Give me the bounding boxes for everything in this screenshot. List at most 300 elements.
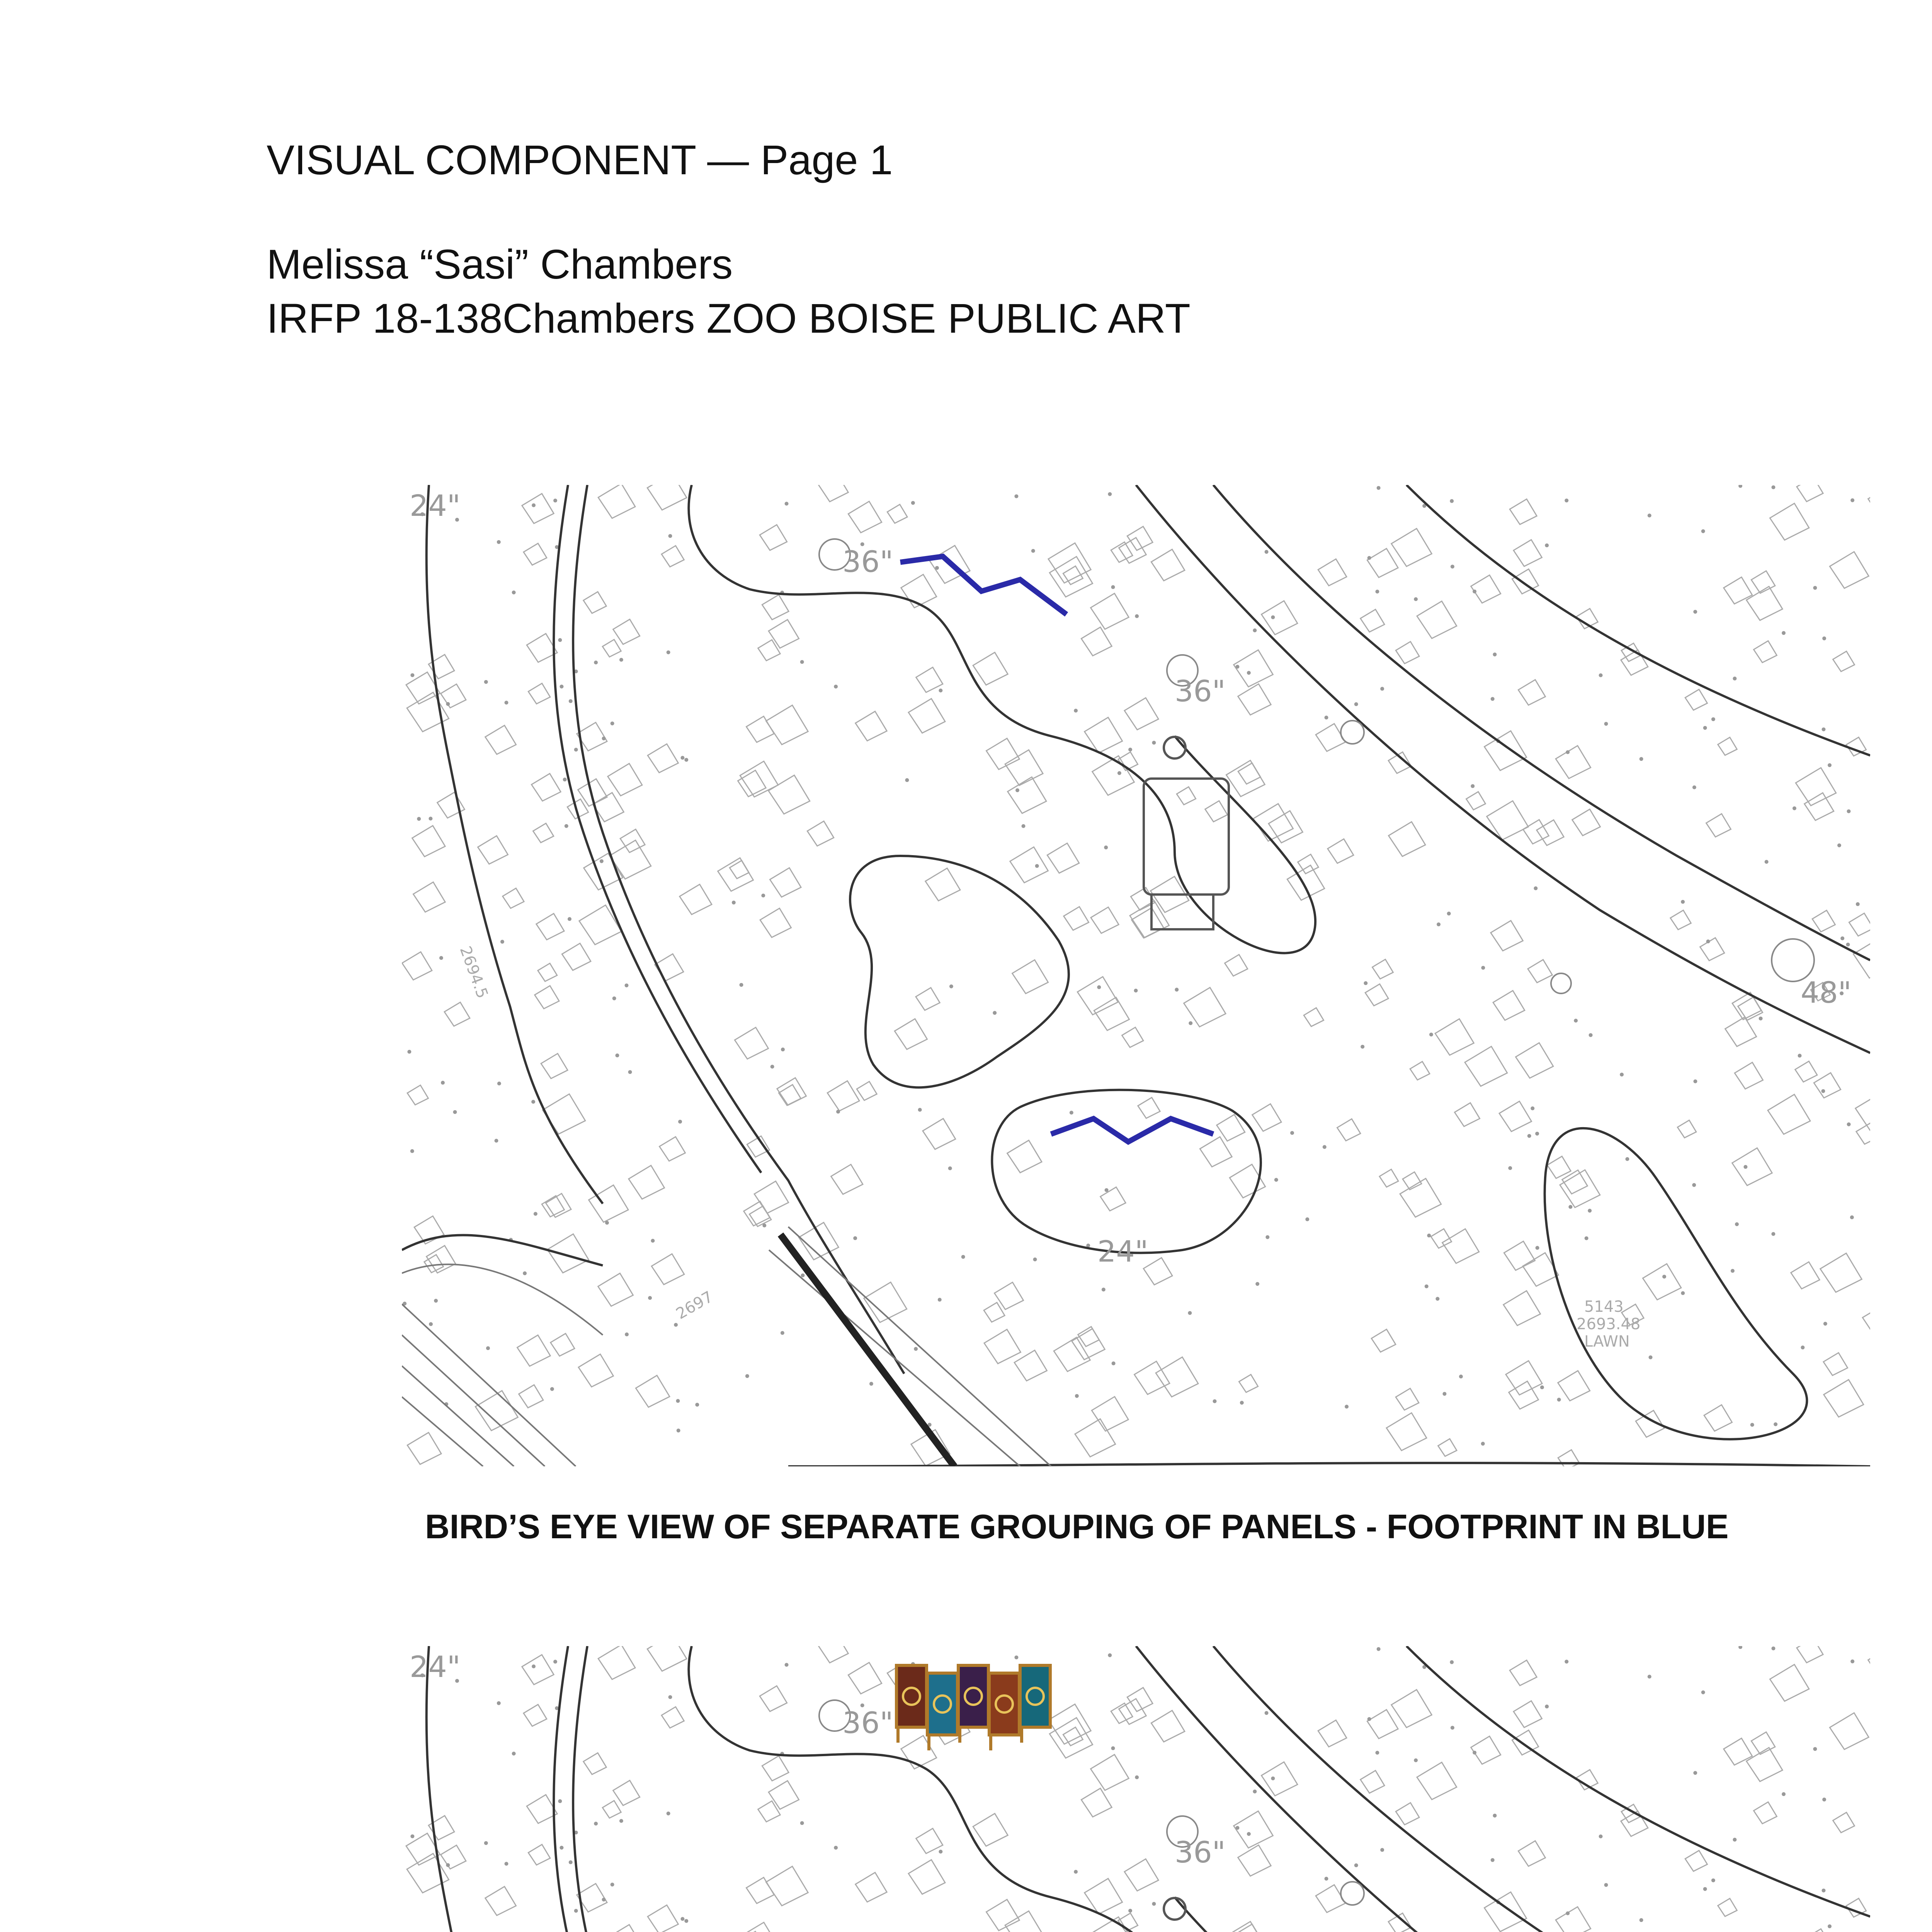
hatch-shape	[647, 1646, 687, 1671]
hatch-shape	[528, 1844, 550, 1865]
hatch-shape	[1262, 601, 1298, 635]
hatch-dot	[648, 1296, 652, 1300]
hatch-shape	[986, 738, 1020, 769]
hatch-shape	[916, 988, 940, 1010]
tree-elevation: 2693.48	[1577, 1315, 1641, 1333]
hatch-shape	[680, 884, 712, 915]
hatch-shape	[1537, 820, 1564, 845]
hatch-shape	[660, 1137, 685, 1161]
hatch-dot	[680, 1917, 684, 1921]
hatch-dot	[651, 1239, 655, 1243]
hatch-dot	[684, 1919, 688, 1923]
hatch-dot	[1070, 1111, 1073, 1114]
hatch-shape	[503, 888, 524, 908]
hatch-shape	[602, 1801, 621, 1818]
hatch-dot	[1801, 1345, 1804, 1349]
hatch-shape	[1124, 698, 1158, 730]
hatch-shape	[1621, 1811, 1648, 1837]
hatch-dot	[1255, 1282, 1259, 1286]
hatch-shape	[1868, 492, 1870, 509]
hatch-shape	[608, 764, 642, 796]
hatch-dot	[1531, 1106, 1534, 1110]
hatch-shape	[1122, 1027, 1143, 1048]
hatch-shape	[1008, 777, 1046, 813]
hatch-shape	[1184, 988, 1226, 1027]
hatch-shape	[1225, 954, 1248, 976]
hatch-dot	[486, 1346, 490, 1350]
hatch-dot	[1847, 1122, 1851, 1126]
landscape-hatching	[402, 485, 1870, 1466]
hatch-shape	[1081, 627, 1112, 656]
hatch-dot	[1701, 529, 1705, 533]
hatch-dot	[1134, 989, 1138, 993]
dimension-24-corner: 24"	[410, 1650, 461, 1684]
hatch-dot	[1743, 1165, 1747, 1169]
hatch-shape	[1685, 1850, 1707, 1871]
hatch-shape	[613, 1781, 640, 1806]
hatch-shape	[1830, 1713, 1869, 1750]
hatch-shape	[730, 861, 749, 879]
hatch-dot	[1361, 1045, 1364, 1049]
hatch-dot	[1821, 1889, 1825, 1893]
hatch-dot	[762, 1224, 766, 1228]
hatch-dot	[602, 736, 606, 740]
hatch-dot	[938, 1298, 942, 1302]
hatch-dot	[558, 1799, 562, 1803]
hatch-dot	[1188, 1311, 1192, 1315]
hatch-dot	[1527, 1134, 1531, 1138]
hatch-shape	[718, 858, 753, 891]
hatch-dot	[532, 1665, 536, 1668]
hatch-dot	[410, 1149, 414, 1153]
hatch-shape	[1706, 814, 1731, 837]
hatch-shape	[1725, 1017, 1757, 1046]
hatch-shape	[1396, 1803, 1419, 1825]
hatch-shape	[1262, 1762, 1298, 1796]
hatch-shape	[1127, 1687, 1153, 1711]
hatch-shape	[1389, 822, 1425, 856]
hatch-dot	[1323, 1145, 1327, 1149]
hatch-shape	[1753, 1802, 1777, 1824]
hatch-dot	[1265, 1711, 1269, 1715]
hatch-shape	[551, 1333, 575, 1356]
hatch-dot	[1738, 485, 1742, 488]
hatch-dot	[781, 1331, 784, 1335]
hatch-shape	[1012, 960, 1048, 993]
hatch-dot	[668, 534, 672, 538]
hatch-dot	[1557, 1398, 1561, 1401]
hatch-dot	[1822, 636, 1826, 640]
hatch-dot	[1662, 1275, 1666, 1279]
hatch-dot	[429, 1322, 433, 1326]
hatch-dot	[1447, 912, 1451, 915]
hatch-shape	[1516, 1043, 1553, 1078]
hatch-dot	[1856, 902, 1860, 906]
hatch-dot	[1459, 1374, 1463, 1378]
plan-linework	[402, 485, 1870, 1466]
hatch-shape	[546, 1194, 571, 1218]
hatch-shape	[407, 1085, 428, 1105]
hatch-dot	[1534, 886, 1537, 890]
hatch-shape	[1770, 1665, 1809, 1701]
hatch-dot	[732, 901, 736, 905]
hatch-dot	[1589, 1033, 1593, 1037]
hatch-dot	[1840, 936, 1844, 940]
hatch-shape	[578, 1354, 613, 1387]
hatch-shape	[608, 1925, 642, 1932]
hatch-shape	[1388, 1913, 1411, 1932]
hatch-shape	[1833, 1812, 1855, 1832]
hatch-dot	[1823, 1322, 1827, 1326]
hatch-dot	[1493, 653, 1497, 656]
art-panel	[896, 1665, 927, 1727]
hatch-shape	[1318, 559, 1347, 586]
hatch-dot	[1850, 1215, 1854, 1219]
hatch-shape	[908, 699, 945, 733]
hatch-dot	[504, 701, 508, 704]
hatch-shape	[522, 1655, 554, 1684]
hatch-shape	[1560, 1170, 1600, 1208]
hatch-dot	[1135, 1776, 1139, 1779]
hatch-shape	[519, 1385, 543, 1408]
hatch-dot	[1375, 1751, 1379, 1755]
hatch-dot	[441, 1081, 445, 1085]
hatch-shape	[1130, 901, 1169, 938]
hatch-shape	[1014, 1350, 1047, 1381]
dimension-36-top: 36"	[842, 544, 893, 579]
hatch-dot	[484, 680, 488, 684]
hatch-dot	[534, 1212, 537, 1216]
hatch-dot	[1771, 1646, 1775, 1650]
hatch-shape	[562, 943, 591, 970]
hatch-dot	[500, 940, 504, 944]
hatch-shape	[548, 1234, 589, 1273]
hatch-shape	[1410, 1061, 1430, 1080]
hatch-shape	[1226, 1922, 1265, 1932]
hatch-dot	[1014, 1655, 1018, 1659]
hatch-shape	[602, 639, 621, 657]
hatch-dot	[531, 1100, 535, 1104]
hatch-dot	[801, 1274, 805, 1277]
hatch-shape	[522, 493, 554, 523]
hatch-shape	[1091, 907, 1119, 934]
hatch-dot	[1271, 1776, 1275, 1780]
hatch-shape	[1823, 1353, 1848, 1376]
hatch-shape	[1151, 549, 1185, 581]
hatch-shape	[651, 1254, 684, 1284]
hatch-shape	[1361, 609, 1384, 632]
hatch-shape	[1812, 910, 1835, 932]
hatch-dot	[1111, 585, 1115, 589]
hatch-shape	[1134, 1361, 1170, 1395]
hatch-dot	[484, 1841, 488, 1845]
hatch-shape	[648, 744, 678, 772]
curb-elevation: 2694.5	[456, 944, 492, 1001]
hatch-dot	[1481, 1442, 1485, 1446]
site-plan-birds-eye	[402, 485, 1870, 1466]
hatch-shape	[412, 826, 445, 857]
hatch-shape	[819, 485, 849, 502]
hatch-shape	[598, 1646, 635, 1679]
hatch-shape	[916, 1828, 943, 1854]
hatch-dot	[1435, 1297, 1439, 1301]
hatch-shape	[1868, 1653, 1870, 1670]
hatch-shape	[855, 711, 887, 741]
hatch-shape	[827, 1081, 859, 1111]
hatch-dot	[1711, 1878, 1715, 1882]
hatch-dot	[565, 824, 568, 828]
hatch-dot	[1152, 1902, 1156, 1906]
hatch-shape	[770, 868, 801, 897]
hatch-shape	[1238, 684, 1271, 715]
hatch-dot	[1117, 771, 1121, 775]
hatch-dot	[695, 1403, 699, 1406]
hatch-dot	[1540, 1385, 1544, 1389]
hatch-shape	[848, 1663, 881, 1694]
hatch-dot	[1846, 943, 1850, 947]
hatch-shape	[444, 1002, 470, 1026]
hatch-dot	[1491, 697, 1495, 701]
plan-dimension-labels	[410, 488, 1852, 1350]
hatch-dot	[1451, 1726, 1454, 1730]
hatch-shape	[1768, 1094, 1810, 1134]
hatch-shape	[1718, 1898, 1737, 1916]
hatch-shape	[1234, 1811, 1273, 1848]
dimension-24-corner: 24"	[410, 488, 461, 523]
hatch-shape	[475, 1391, 518, 1430]
hatch-dot	[1437, 922, 1440, 926]
hatch-dot	[785, 1663, 789, 1667]
hatch-dot	[1152, 741, 1156, 745]
hatch-dot	[1380, 687, 1384, 691]
hatch-shape	[857, 1082, 877, 1100]
hatch-shape	[984, 1329, 1020, 1364]
hatch-dot	[1850, 498, 1854, 502]
hatch-shape	[1417, 1762, 1457, 1799]
hatch-dot	[1354, 1863, 1358, 1867]
hatch-shape	[984, 1303, 1005, 1322]
hatch-shape	[1205, 801, 1228, 822]
hatch-dot	[1545, 543, 1549, 547]
hatch-dot	[1074, 1870, 1078, 1874]
hatch-dot	[1648, 1675, 1651, 1679]
hatch-dot	[1104, 845, 1108, 849]
hatch-dot	[1380, 1848, 1384, 1852]
hatch-shape	[1833, 651, 1855, 671]
hatch-shape	[973, 652, 1008, 685]
hatch-shape	[1238, 1845, 1271, 1876]
hatch-shape	[1048, 1704, 1091, 1744]
hatch-dot	[1493, 1814, 1497, 1818]
hatch-shape	[1177, 787, 1196, 804]
hatch-shape	[779, 1085, 801, 1105]
hatch-shape	[1558, 1371, 1590, 1401]
hatch-shape	[762, 595, 789, 620]
hatch-dot	[1759, 1017, 1763, 1020]
hatch-dot	[497, 540, 501, 544]
hatch-dot	[914, 1347, 918, 1351]
hatch-shape	[1100, 1187, 1126, 1211]
hatch-dot	[1735, 1222, 1739, 1226]
hatch-shape	[536, 913, 564, 940]
hatch-dot	[553, 498, 557, 502]
hatch-dot	[1074, 709, 1078, 713]
hatch-shape	[441, 684, 466, 707]
hatch-shape	[762, 1756, 789, 1781]
hatch-shape	[1396, 1388, 1419, 1410]
hatch-shape	[1510, 1660, 1537, 1686]
hatch-dot	[1765, 860, 1769, 864]
hatch-shape	[648, 1905, 678, 1932]
hatch-dot	[1585, 1236, 1588, 1240]
hatch-dot	[625, 1332, 629, 1336]
hatch-dot	[834, 1846, 838, 1850]
hatch-dot	[939, 689, 942, 692]
hatch-dot	[949, 985, 953, 988]
hatch-dot	[569, 699, 573, 703]
hatch-dot	[1075, 1394, 1079, 1398]
hatch-dot	[1847, 810, 1850, 813]
hatch-shape	[1677, 1120, 1696, 1138]
hatch-dot	[611, 1883, 614, 1886]
hatch-shape	[517, 1335, 551, 1366]
hatch-shape	[766, 1866, 808, 1906]
hatch-dot	[869, 1382, 873, 1386]
hatch-dot	[834, 685, 838, 689]
hatch-dot	[1639, 1918, 1643, 1922]
hatch-dot	[1574, 1019, 1578, 1022]
hatch-shape	[1226, 760, 1265, 797]
hatch-dot	[1588, 1209, 1592, 1213]
hatch-dot	[1377, 1647, 1381, 1651]
dimension-48: 48"	[1801, 975, 1852, 1010]
hatch-shape	[1138, 1097, 1160, 1118]
hatch-shape	[1371, 1329, 1396, 1352]
hatch-shape	[1438, 1439, 1457, 1456]
hatch-shape	[1092, 1397, 1128, 1431]
page-title: VISUAL COMPONENT — Page 1	[267, 136, 893, 183]
hatch-shape	[1466, 792, 1486, 810]
site-plan-drawing	[402, 485, 1870, 1466]
hatch-shape	[1078, 1327, 1099, 1346]
hatch-shape	[1753, 641, 1777, 663]
hatch-shape	[402, 952, 432, 980]
hatch-dot	[512, 590, 516, 594]
dimension-24-pod: 24"	[1097, 1234, 1148, 1269]
hatch-dot	[1265, 1235, 1269, 1239]
hatch-dot	[628, 1070, 632, 1074]
hatch-dot	[1692, 786, 1696, 789]
hatch-shape	[1471, 575, 1501, 603]
hatch-dot	[1813, 1747, 1817, 1751]
hatch-shape	[662, 546, 684, 567]
hatch-shape	[819, 1646, 849, 1663]
hatch-dot	[568, 917, 571, 921]
hatch-shape	[1621, 650, 1648, 675]
hatch-dot	[1681, 1291, 1685, 1295]
hatch-shape	[1054, 1337, 1090, 1371]
hatch-dot	[1731, 1269, 1735, 1273]
hatch-shape	[1824, 1380, 1864, 1417]
hatch-shape	[598, 1273, 633, 1306]
hatch-shape	[1391, 529, 1432, 566]
hatch-shape	[1252, 1104, 1281, 1131]
hatch-dot	[619, 658, 623, 662]
hatch-shape	[1700, 938, 1725, 961]
hatch-dot	[611, 721, 614, 725]
art-panel	[927, 1673, 957, 1735]
hatch-shape	[1797, 1646, 1823, 1663]
hatch-dot	[497, 1701, 501, 1705]
hatch-dot	[1111, 1746, 1115, 1750]
hatch-shape	[1735, 1062, 1763, 1089]
hatch-shape	[1239, 1374, 1258, 1392]
hatch-dot	[612, 997, 616, 1000]
hatch-dot	[594, 660, 598, 664]
hatch-shape	[1156, 1357, 1198, 1397]
hatch-shape	[1514, 1701, 1542, 1728]
hatch-dot	[1568, 1205, 1572, 1209]
hatch-shape	[1048, 543, 1091, 583]
hatch-dot	[1015, 788, 1019, 792]
tree-number: 5143	[1584, 1298, 1624, 1316]
hatch-shape	[1820, 1253, 1862, 1292]
hatch-shape	[923, 1119, 956, 1150]
hatch-shape	[1830, 552, 1869, 588]
hatch-shape	[1092, 756, 1134, 795]
plan-dimension-labels-2	[410, 1650, 1852, 1932]
hatch-dot	[1128, 1909, 1132, 1913]
hatch-shape	[478, 836, 508, 864]
hatch-shape	[1849, 913, 1870, 936]
hatch-dot	[1711, 717, 1715, 721]
site-plan-drawing-2	[402, 1646, 1870, 1932]
hatch-shape	[1005, 750, 1043, 786]
hatch-dot	[1649, 1355, 1653, 1359]
hatch-dot	[1325, 1877, 1328, 1881]
hatch-shape	[543, 1094, 585, 1134]
hatch-shape	[1372, 959, 1393, 979]
hatch-shape	[662, 1707, 684, 1728]
hatch-shape	[1506, 1361, 1542, 1395]
hardscape-lines	[402, 1227, 1051, 1466]
hatch-dot	[678, 1120, 682, 1124]
hatch-dot	[1508, 1166, 1512, 1170]
hatch-dot	[1491, 1858, 1495, 1862]
hatch-shape	[485, 725, 516, 754]
site-plan-orthogonal	[402, 1646, 1870, 1932]
hatch-dot	[550, 1387, 554, 1391]
hatch-dot	[1774, 1422, 1777, 1426]
hatch-dot	[1367, 556, 1371, 560]
hatch-dot	[512, 1752, 516, 1755]
hatch-shape	[769, 620, 799, 648]
hatch-dot	[569, 1861, 573, 1864]
hatch-shape	[1523, 1253, 1558, 1286]
hatch-shape	[807, 821, 834, 846]
hatch-shape	[1670, 910, 1691, 930]
hatch-shape	[769, 775, 810, 814]
hatch-shape	[925, 868, 960, 901]
hatch-dot	[1693, 1771, 1697, 1775]
hatch-dot	[407, 1050, 411, 1054]
hatch-shape	[1396, 641, 1419, 663]
footprint-pod-grouping	[1051, 1119, 1213, 1142]
hatch-dot	[1427, 1234, 1431, 1238]
hatch-shape	[1528, 960, 1552, 983]
hatch-shape	[579, 905, 621, 944]
hatch-shape	[1047, 843, 1079, 873]
